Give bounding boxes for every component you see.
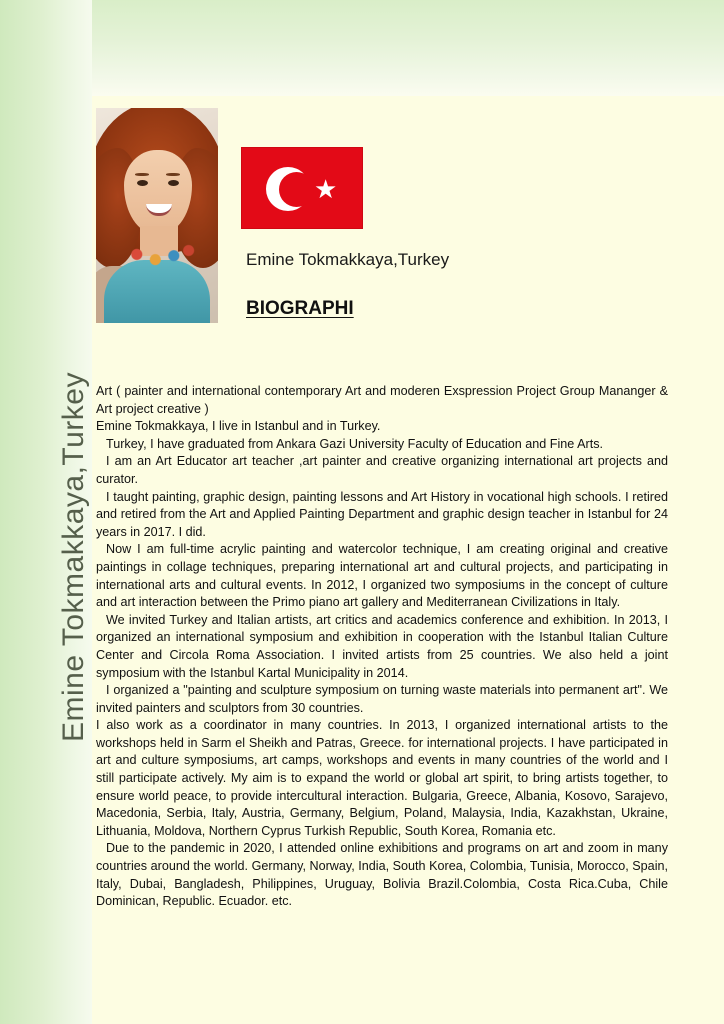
- biography-paragraph: We invited Turkey and Italian artists, art critics and academics conference and exhibition. In 2013, I organized an international symposium and exhibition in cooperation with the Istanbul Italian Culture Center and Circola Roma Association. I invited artists from 25 countries. We also held a joint symposium with the Istanbul Kartal Municipality in 2014.: [96, 612, 668, 680]
- artist-name: Emine Tokmakkaya,Turkey: [246, 250, 450, 269]
- biography-paragraph: Due to the pandemic in 2020, I attended online exhibitions and programs on art and zoom in many countries around the world. Germany, Norway, India, South Korea, Colombia, Tunisia, Morocco, Spain, Italy, Dubai, Bangladesh, Philippines, Uruguay, Bolivia Brazil.Colombia, Costa Rica.Cuba, Chile Dominican, Republic. Ecuador. etc.: [96, 841, 668, 909]
- eyebrow-left: [135, 173, 149, 176]
- biography-paragraph: I am an Art Educator art teacher ,art painter and creative organizing international art projects and curator.: [96, 454, 668, 486]
- turkish-flag-icon: [241, 147, 363, 229]
- biography-paragraph: Turkey, I have graduated from Ankara Gazi University Faculty of Education and Fine Arts.: [106, 436, 603, 451]
- biography-paragraph: I also work as a coordinator in many countries. In 2013, I organized international artists to the workshops held in Sarm el Sheikh and Patras, Greece. for international projects. I have participated in art and culture symposiums, art camps, workshops and events in many countries of the world and I still participate actively. My aim is to expand the world or global art spirit, to bring artists together, to ensure world peace, to provide intercultural interaction. Bulgaria, Greece, Albania, Kosovo, Sarajevo, Macedonia, Serbia, Italy, Austria, Germany, Belgium, Poland, Malaysia, India, Kazakhstan, Ukraine, Lithuania, Moldova, Northern Cyprus Turkish Republic, South Korea, Romania etc.: [96, 718, 668, 838]
- biography-paragraph: Art ( painter and international contemporary Art and moderen Exspression Project Group Mananger & Art project creative ): [96, 384, 668, 416]
- header-block: [96, 108, 696, 323]
- section-title-biography: BIOGRAPHI: [246, 298, 354, 319]
- biography-body: [96, 383, 668, 911]
- biography-paragraph: Now I am full-time acrylic painting and watercolor technique, I am creating original and creative paintings in collage techniques, preparing international art and cultural projects, and participating in international arts and cultural events. In 2012, I organized two symposiums in the concept of culture and art interaction between the Primo piano art gallery and Mediterranean Civilizations in Italy.: [96, 542, 668, 610]
- biography-paragraph: I organized a "painting and sculpture symposium on turning waste materials into permanent art". We invited painters and sculptors from 30 countries.: [96, 683, 668, 715]
- eyebrow-right: [166, 173, 180, 176]
- eye-right: [168, 180, 179, 186]
- biography-paragraph: I taught painting, graphic design, painting lessons and Art History in vocational high schools. I retired and retired from the Art and Applied Painting Department and graphic design teacher in Istanbul for 24 years in 2017. I did.: [96, 489, 668, 539]
- biography-paragraph: Emine Tokmakkaya, I live in Istanbul and in Turkey.: [96, 419, 381, 434]
- portrait-photo: [96, 108, 218, 323]
- vertical-side-title: Emine Tokmakkaya,Turkey: [57, 372, 90, 742]
- flag-star-icon: ★: [314, 174, 338, 204]
- flag-crescent-inner: [279, 172, 314, 207]
- top-green-band: [0, 0, 724, 96]
- eye-left: [137, 180, 148, 186]
